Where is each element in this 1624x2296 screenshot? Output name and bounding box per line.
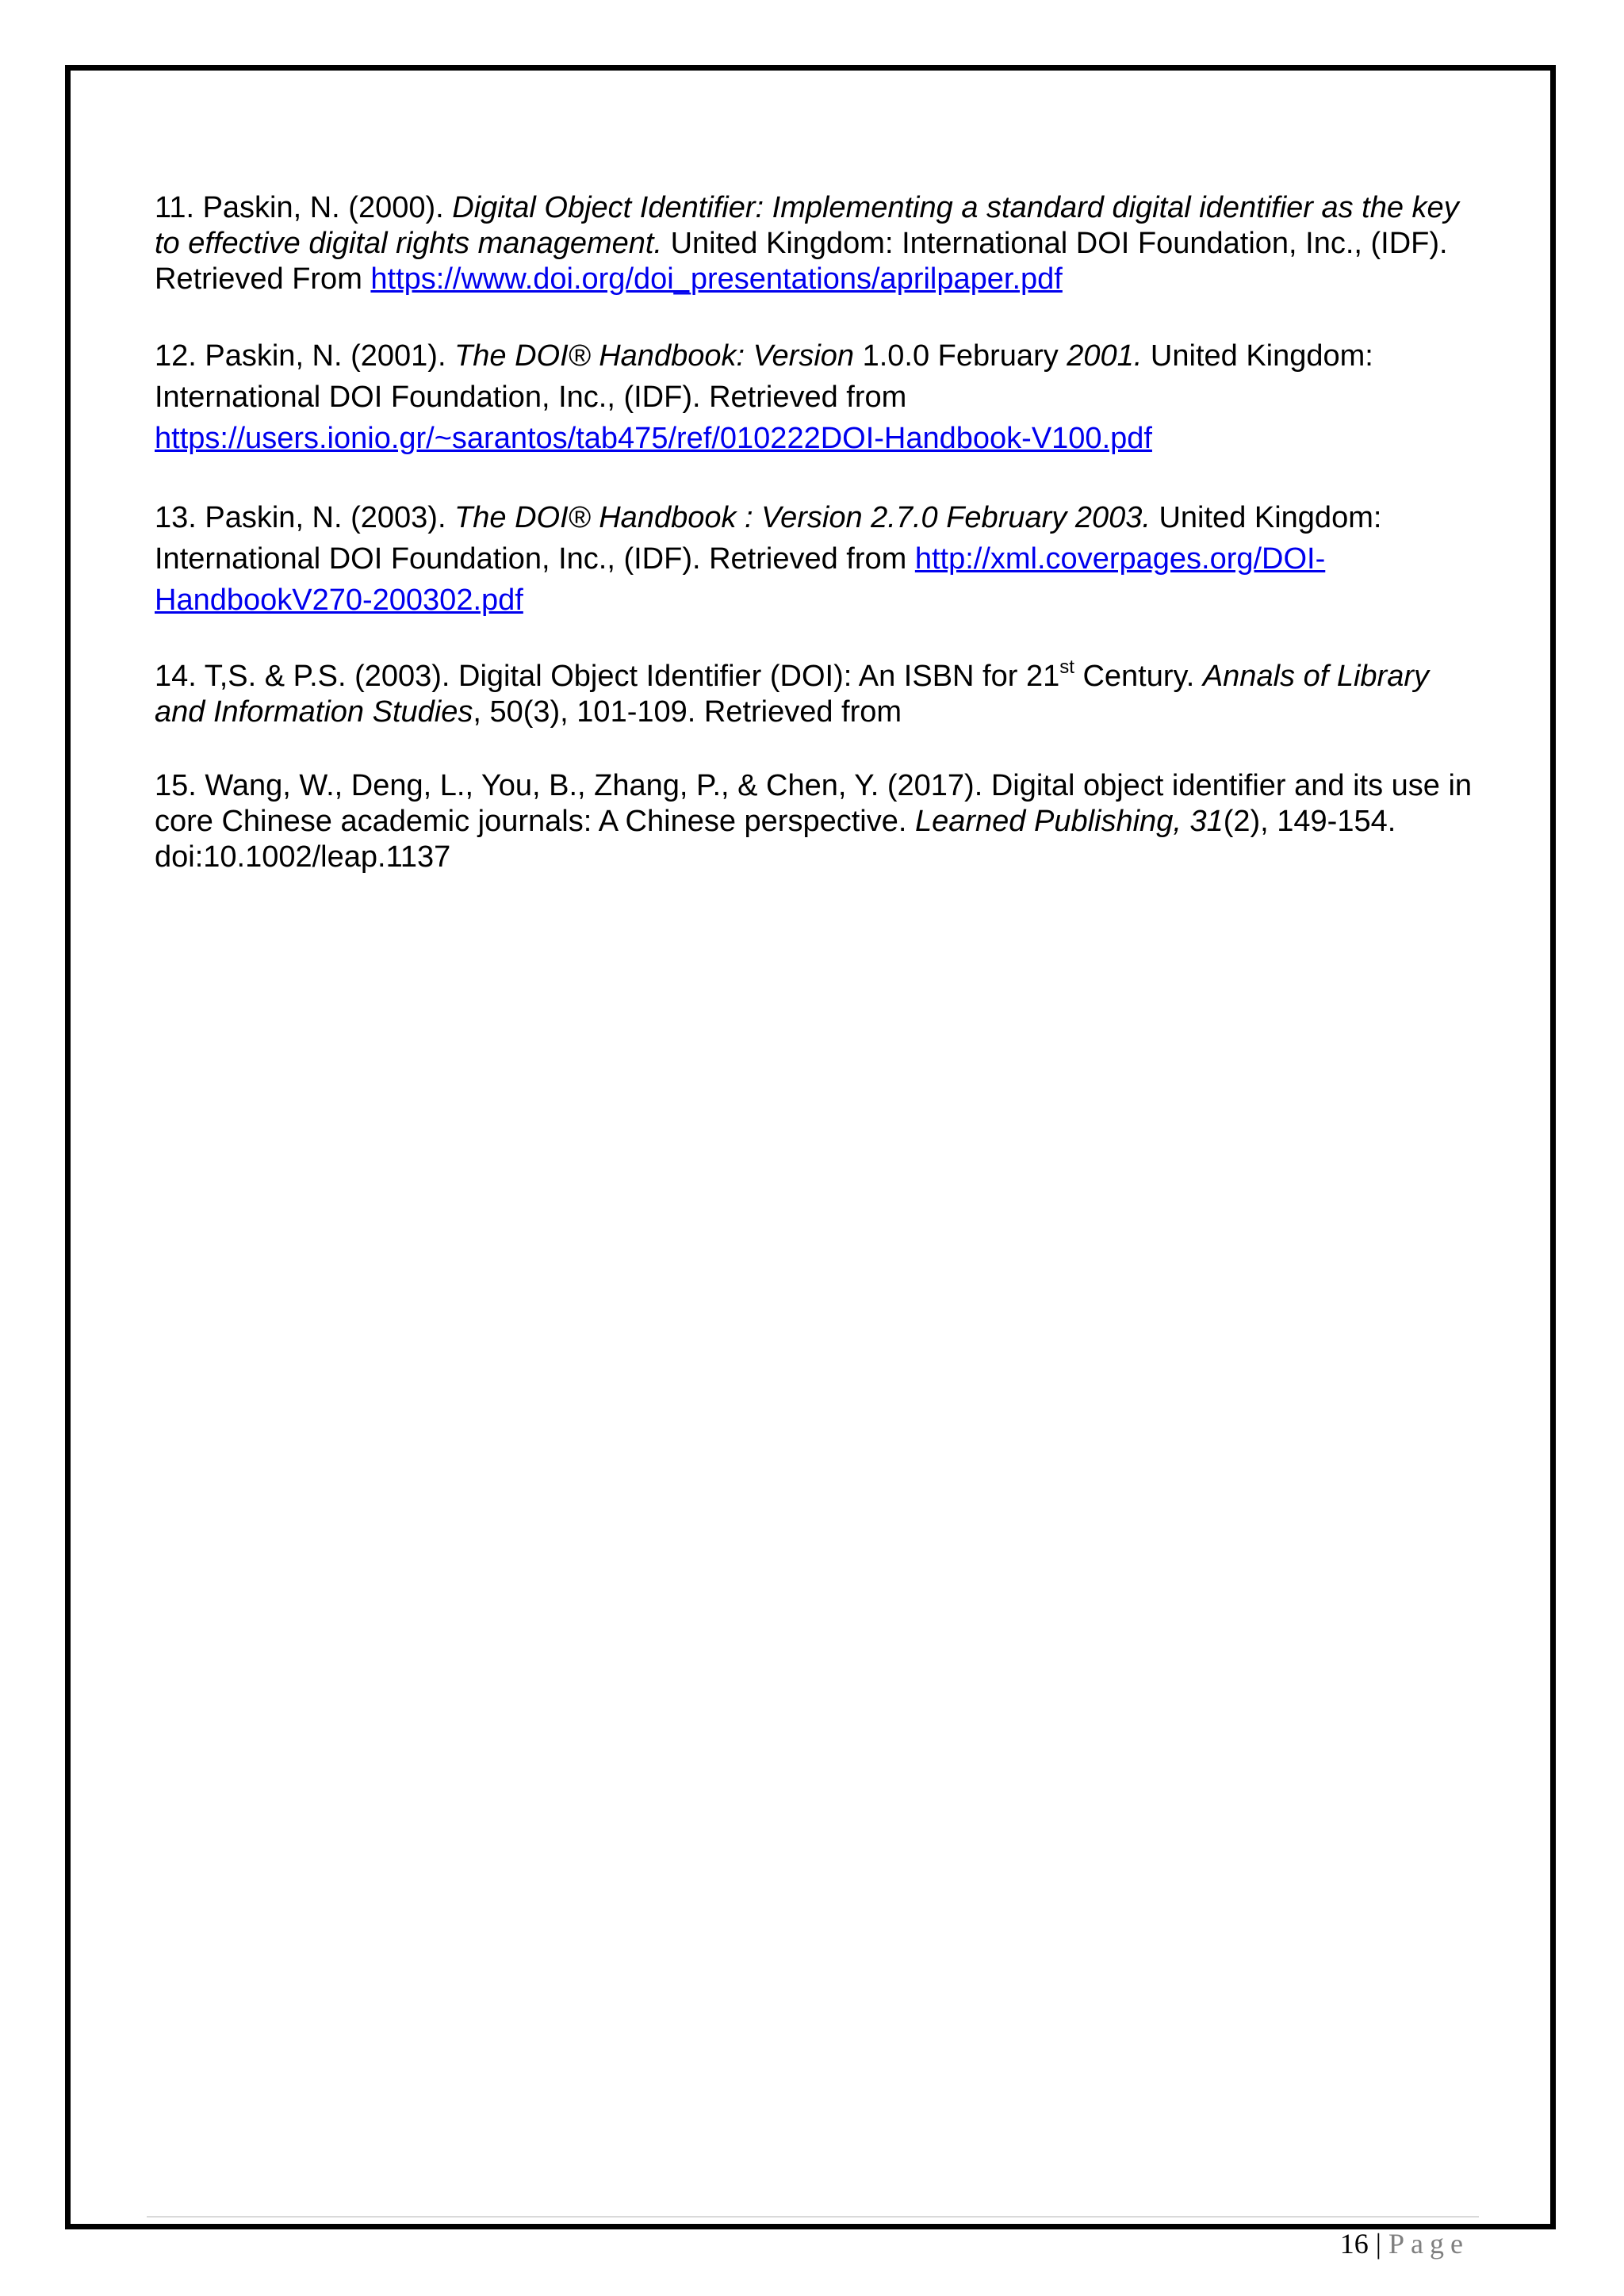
ref-14-authors: 14. T,S. & P.S. (2003). Digital Object Identifier (DOI): An ISBN for 21 xyxy=(155,660,1060,693)
footer-separator: | xyxy=(1368,2228,1389,2260)
ref-11-publisher: United Kingdom: International DOI Foundation, Inc., (IDF). Retrieved From xyxy=(155,227,1448,296)
reference-item-13 xyxy=(155,497,1487,621)
footer-divider xyxy=(147,2216,1479,2218)
ref-15-authors: 15. Wang, W., Deng, L., You, B., Zhang, P., & Chen, Y. (2017). Digital object identifier and its use in core Chinese academic journals: A Chinese perspective. xyxy=(155,769,1473,838)
reference-item-14 xyxy=(155,656,1487,730)
ref-14-ordinal: st xyxy=(1059,656,1074,679)
ref-13-authors: 13. Paskin, N. (2003). xyxy=(155,501,455,534)
reference-item-15 xyxy=(155,768,1487,875)
ref-12-link[interactable]: https://users.ionio.gr/~sarantos/tab475/ref/010222DOI-Handbook-V100.pdf xyxy=(155,422,1152,455)
page-label: Page xyxy=(1388,2228,1469,2260)
ref-11-title: Digital Object Identifier: Implementing a standard digital identifier as the key to effective digital rights management. xyxy=(155,191,1459,260)
ref-11-link[interactable]: https://www.doi.org/doi_presentations/aprilpaper.pdf xyxy=(370,262,1063,296)
ref-14-journal: Annals of Library and Information Studies xyxy=(155,660,1429,729)
ref-11-authors: 11. Paskin, N. (2000). xyxy=(155,191,453,224)
ref-12-authors: 12. Paskin, N. (2001). xyxy=(155,339,455,373)
ref-13-title: The DOI® Handbook : Version 2.7.0 February 2003. xyxy=(454,501,1151,534)
ref-15-details: (2), 149-154. doi:10.1002/leap.1137 xyxy=(155,805,1396,874)
reference-item-12 xyxy=(155,335,1487,459)
ref-15-journal: Learned Publishing, 31 xyxy=(914,805,1224,838)
ref-12-version: 1.0.0 February xyxy=(854,339,1067,373)
ref-13-publisher: United Kingdom: International DOI Foundation, Inc., (IDF). Retrieved from xyxy=(155,501,1382,576)
ref-14-details: , 50(3), 101-109. Retrieved from xyxy=(473,695,902,729)
ref-12-year: 2001. xyxy=(1067,339,1143,373)
ref-13-link[interactable]: http://xml.coverpages.org/DOI-HandbookV270-200302.pdf xyxy=(155,542,1326,617)
ref-12-publisher: United Kingdom: International DOI Foundation, Inc., (IDF). Retrieved from xyxy=(155,339,1373,414)
ref-14-century: Century. xyxy=(1074,660,1203,693)
ref-12-title: The DOI® Handbook: Version xyxy=(454,339,855,373)
reference-item-11 xyxy=(155,190,1487,297)
reference-list xyxy=(155,190,1487,875)
page-number: 16 xyxy=(1339,2228,1369,2260)
page-footer xyxy=(1340,2228,1469,2260)
